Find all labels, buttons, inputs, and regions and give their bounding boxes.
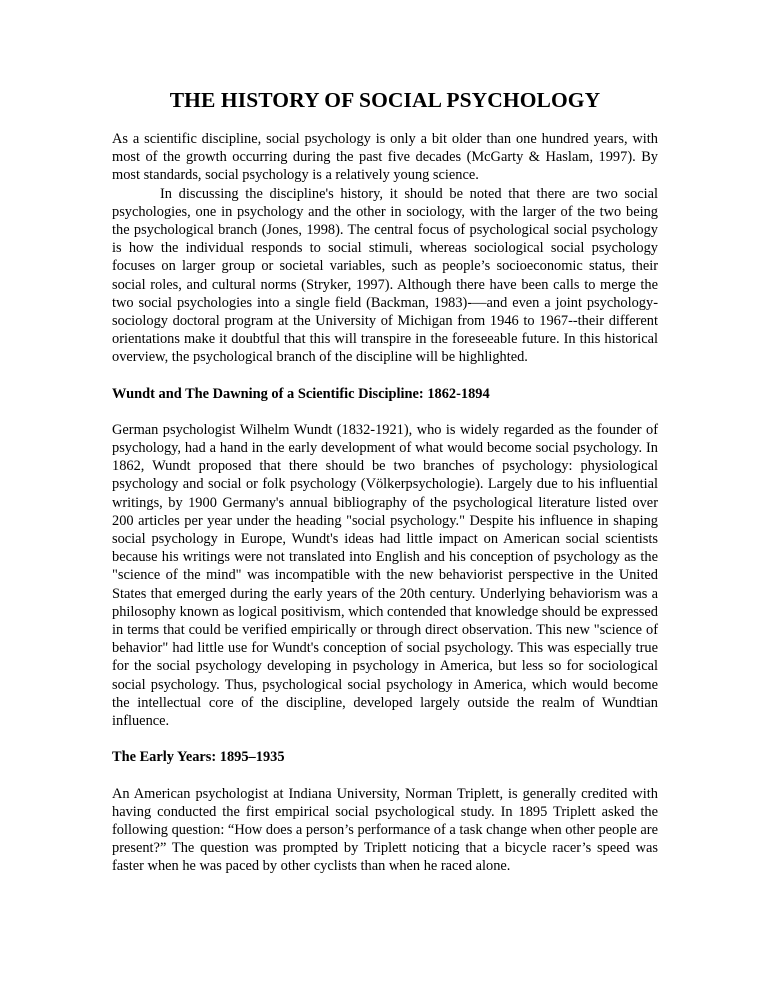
section-paragraph: German psychologist Wilhelm Wundt (1832-1921), who is widely regarded as the founder of psychology, had a hand in the early development of what would become social psychology. In 1862, Wundt proposed that there should be two branches of psychology: physiological psychology and social or folk psychology (Völkerpsychologie). Largely due to his influential writings, by 1900 Germany's annual bibliography of the psychological literature listed over 200 articles per year under the heading "social psychology." Despite his influence in shaping social psychology in Europe, Wundt's ideas had little impact on American social scientists because his writings were not translated into English and his conception of psychology as the "science of the mind" was incompatible with the new behaviorist perspective in the United States that emerged during the early years of the 20th century. Underlying behaviorism was a philosophy known as logical positivism, which contended that knowledge should be expressed in terms that could be verified empirically or through direct observation. This new "science of behavior" had little use for Wundt's conception of social psychology. This was especially true for the social psychology developing in psychology in America, but less so for sociological social psychology. Thus, psychological social psychology in America, which would become the intellectual core of the discipline, developed largely outside the realm of Wundtian influence. [112, 421, 658, 730]
document-page [112, 86, 658, 876]
intro-paragraph: In discussing the discipline's history, it should be noted that there are two social psychologies, one in psychology and the other in sociology, with the larger of the two being the psychological branch (Jones, 1998). The central focus of psychological social psychology is how the individual responds to social stimuli, whereas sociological social psychology focuses on larger group or societal variables, such as people’s socioeconomic status, their social roles, and cultural norms (Stryker, 1997). Although there have been calls to merge the two social psychologies into a single field (Backman, 1983)-—and even a joint psychology-sociology doctoral program at the University of Michigan from 1946 to 1967--their different orientations make it doubtful that this will transpire in the foreseeable future. In this historical overview, the psychological branch of the discipline will be highlighted. [112, 185, 658, 366]
document-title: THE HISTORY OF SOCIAL PSYCHOLOGY [169, 88, 601, 112]
section-paragraph: An American psychologist at Indiana University, Norman Triplett, is generally credited with having conducted the first empirical social psychological study. In 1895 Triplett asked the following question: “How does a person’s performance of a task change when other people are present?” The question was prompted by Triplett noticing that a bicycle racer’s speed was faster when he was paced by other cyclists than when he raced alone. [112, 785, 658, 875]
intro-paragraph: As a scientific discipline, social psychology is only a bit older than one hundred years, with most of the growth occurring during the past five decades (McGarty & Haslam, 1997). By most standards, social psychology is a relatively young science. [112, 131, 658, 184]
section-heading: Wundt and The Dawning of a Scientific Discipline: 1862-1894 [112, 385, 490, 402]
section-heading: The Early Years: 1895–1935 [112, 749, 285, 766]
